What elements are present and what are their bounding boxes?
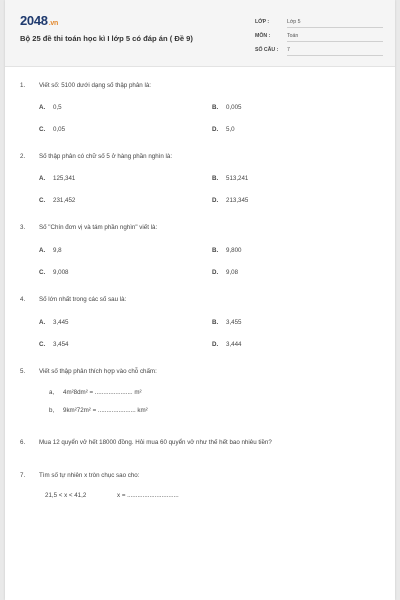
option-value: 0,5 bbox=[53, 104, 62, 111]
option-letter: B. bbox=[212, 175, 219, 182]
logo-suffix: .vn bbox=[48, 20, 58, 27]
option-value: 9,08 bbox=[226, 269, 239, 276]
question-text: Số lớn nhất trong các số sau là: bbox=[39, 296, 127, 303]
option-4c[interactable] bbox=[39, 341, 68, 348]
subquestion-text[interactable]: 9km²72m² = ...................... km² bbox=[63, 407, 148, 414]
option-value: 9,8 bbox=[53, 247, 62, 254]
option-value: 213,345 bbox=[226, 197, 249, 204]
option-3c[interactable] bbox=[39, 269, 68, 276]
question-7-expression: 21,5 < x < 41,2 bbox=[45, 492, 87, 499]
question-number: 5. bbox=[20, 368, 26, 375]
question-text: Tìm số tự nhiên x tròn chục sao cho: bbox=[39, 472, 140, 479]
option-value: 3,454 bbox=[53, 341, 69, 348]
option-letter: B. bbox=[212, 247, 219, 254]
site-logo[interactable] bbox=[20, 13, 58, 28]
question-number: 3. bbox=[20, 224, 26, 231]
option-letter: C. bbox=[39, 197, 46, 204]
header bbox=[5, 0, 395, 67]
meta-class-label: LỚP : bbox=[255, 19, 270, 25]
option-3a[interactable] bbox=[39, 247, 62, 254]
question-text: Số thập phân có chữ số 5 ở hàng phần nghìn là: bbox=[39, 153, 173, 160]
option-letter: D. bbox=[212, 126, 219, 133]
subquestion-label: a, bbox=[49, 389, 55, 396]
question-7-answer-blank[interactable]: x = .............................. bbox=[117, 492, 179, 499]
option-letter: C. bbox=[39, 341, 46, 348]
option-2c[interactable] bbox=[39, 197, 75, 204]
question-text: Số "Chín đơn vị và tám phần nghìn" viết là: bbox=[39, 224, 158, 231]
question-text: Viết số thập phân thích hợp vào chỗ chấm: bbox=[39, 368, 157, 375]
subquestion-text[interactable]: 4m²8dm² = ...................... m² bbox=[63, 389, 142, 396]
option-value: 125,341 bbox=[53, 175, 76, 182]
question-number: 7. bbox=[20, 472, 26, 479]
question-text: Viết số: 5100 dưới dạng số thập phân là: bbox=[39, 82, 151, 89]
meta-count-value: 7 bbox=[287, 47, 383, 56]
option-letter: D. bbox=[212, 269, 219, 276]
subquestion-5a bbox=[49, 389, 142, 396]
option-letter: D. bbox=[212, 197, 219, 204]
option-value: 513,241 bbox=[226, 175, 249, 182]
option-4b[interactable] bbox=[212, 319, 241, 326]
option-1d[interactable] bbox=[212, 126, 235, 133]
logo-text: 2048 bbox=[20, 13, 48, 28]
option-4a[interactable] bbox=[39, 319, 68, 326]
subquestion-5b bbox=[49, 407, 148, 414]
option-1a[interactable] bbox=[39, 104, 62, 111]
option-value: 5,0 bbox=[226, 126, 235, 133]
option-value: 3,445 bbox=[53, 319, 69, 326]
meta-count-label: SỐ CÂU : bbox=[255, 47, 279, 53]
question-number: 1. bbox=[20, 82, 26, 89]
option-letter: A. bbox=[39, 175, 46, 182]
document-title: Bộ 25 đề thi toán học kì I lớp 5 có đáp án ( Đề 9) bbox=[20, 34, 193, 43]
option-value: 9,800 bbox=[226, 247, 242, 254]
question-text: Mua 12 quyển vở hết 18000 đồng. Hỏi mua 60 quyển vở như thế hết bao nhiêu tiền? bbox=[39, 439, 272, 446]
option-value: 0,05 bbox=[53, 126, 66, 133]
option-value: 231,452 bbox=[53, 197, 76, 204]
option-value: 3,444 bbox=[226, 341, 242, 348]
meta-class-value: Lớp 5 bbox=[287, 19, 383, 28]
option-letter: A. bbox=[39, 319, 46, 326]
subquestion-label: b, bbox=[49, 407, 55, 414]
option-1b[interactable] bbox=[212, 104, 241, 111]
option-value: 0,005 bbox=[226, 104, 242, 111]
worksheet-page bbox=[5, 0, 395, 600]
option-2a[interactable] bbox=[39, 175, 75, 182]
question-number: 2. bbox=[20, 153, 26, 160]
option-4d[interactable] bbox=[212, 341, 241, 348]
option-letter: A. bbox=[39, 247, 46, 254]
option-3b[interactable] bbox=[212, 247, 241, 254]
option-value: 3,455 bbox=[226, 319, 242, 326]
option-2d[interactable] bbox=[212, 197, 248, 204]
option-3d[interactable] bbox=[212, 269, 238, 276]
option-letter: A. bbox=[39, 104, 46, 111]
question-number: 4. bbox=[20, 296, 26, 303]
option-value: 9,008 bbox=[53, 269, 69, 276]
option-letter: B. bbox=[212, 104, 219, 111]
meta-subject-value: Toán bbox=[287, 33, 383, 42]
option-letter: C. bbox=[39, 126, 46, 133]
option-letter: D. bbox=[212, 341, 219, 348]
option-1c[interactable] bbox=[39, 126, 65, 133]
question-number: 6. bbox=[20, 439, 26, 446]
option-letter: C. bbox=[39, 269, 46, 276]
meta-subject-label: MÔN : bbox=[255, 33, 271, 39]
option-2b[interactable] bbox=[212, 175, 248, 182]
option-letter: B. bbox=[212, 319, 219, 326]
